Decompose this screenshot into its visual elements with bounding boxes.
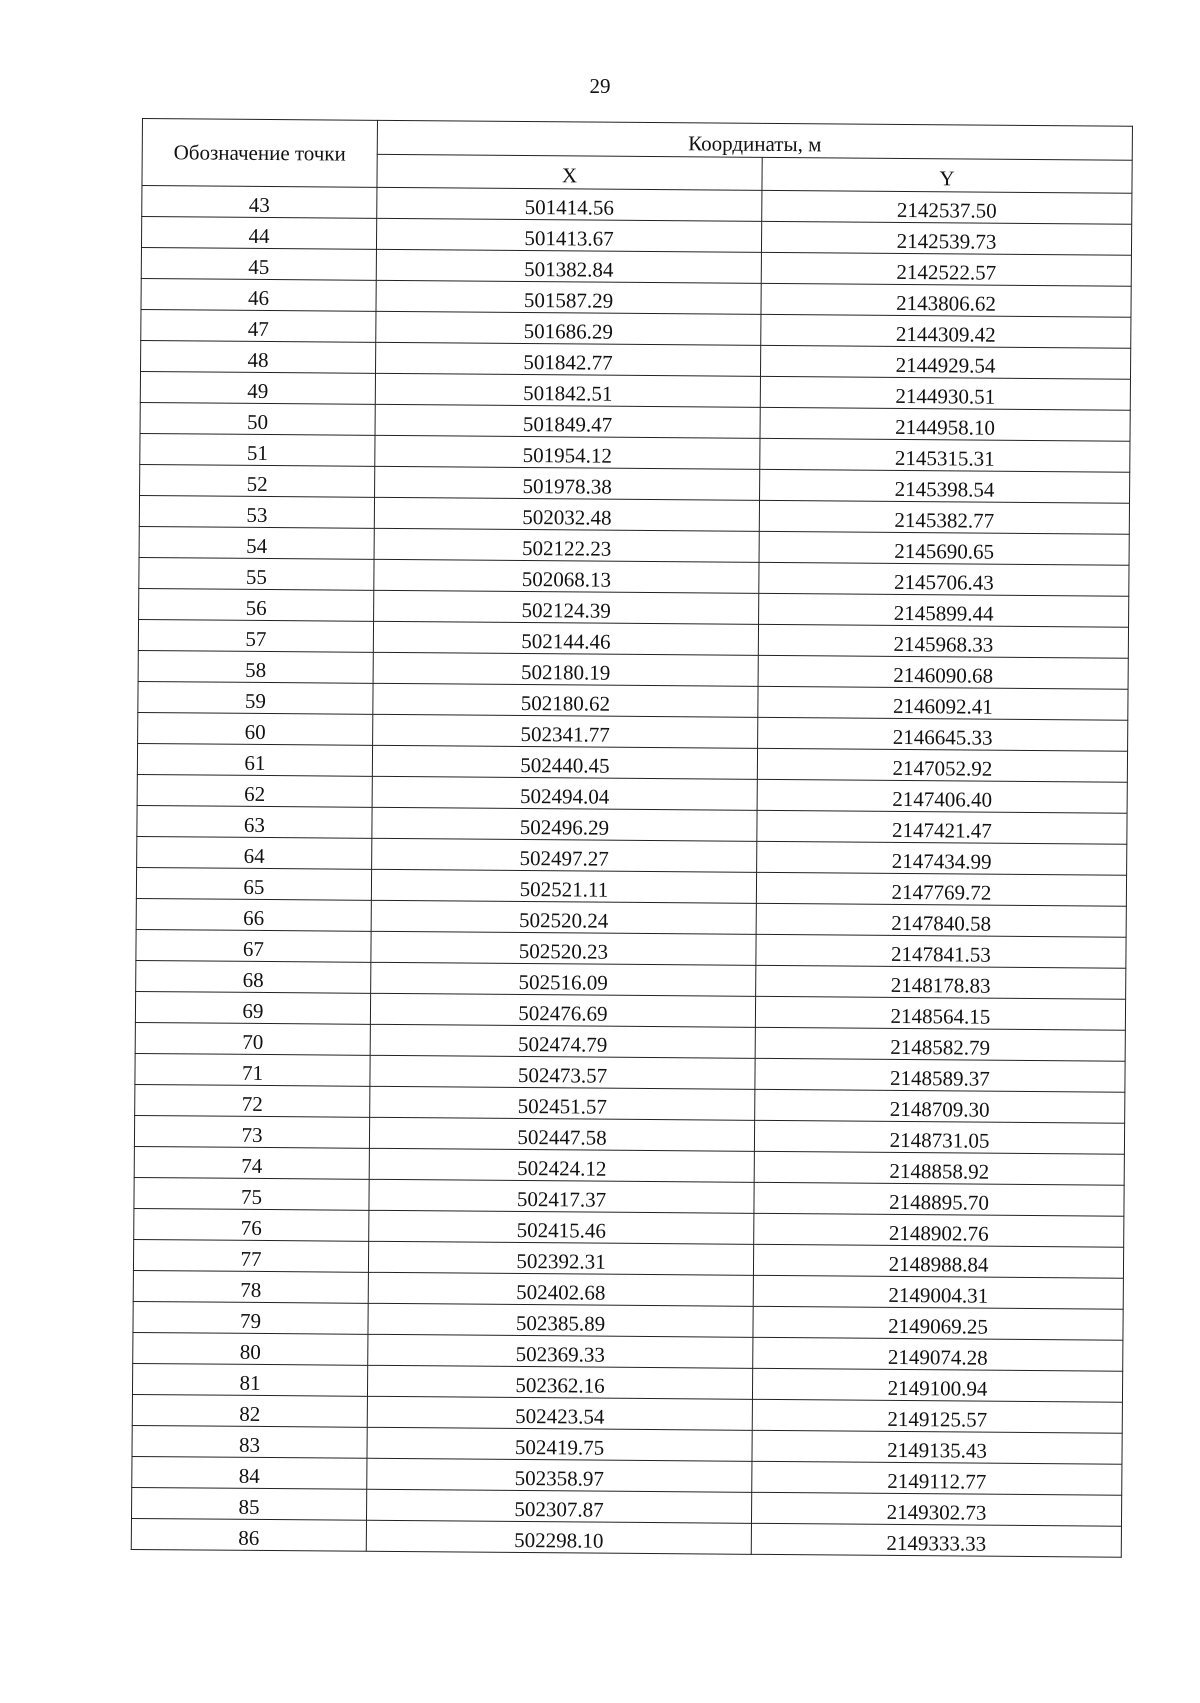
point-cell: 46	[141, 278, 376, 311]
y-coordinate-cell: 2148858.92	[754, 1151, 1124, 1185]
y-coordinate-cell: 2149074.28	[753, 1337, 1123, 1371]
x-coordinate-cell: 501413.67	[376, 218, 761, 252]
x-coordinate-cell: 501978.38	[375, 466, 760, 500]
x-coordinate-cell: 502341.77	[373, 714, 758, 748]
point-cell: 63	[137, 805, 372, 838]
y-coordinate-cell: 2148902.76	[754, 1213, 1124, 1247]
x-coordinate-cell: 502447.58	[369, 1117, 754, 1151]
x-coordinate-cell: 502180.19	[373, 652, 758, 686]
x-coordinate-cell: 502358.97	[367, 1458, 752, 1492]
x-coordinate-cell: 502424.12	[369, 1148, 754, 1182]
y-coordinate-cell: 2148564.15	[755, 996, 1125, 1030]
y-coordinate-cell: 2145899.44	[759, 593, 1129, 627]
x-coordinate-cell: 502440.45	[372, 745, 757, 779]
y-coordinate-cell: 2148178.83	[756, 965, 1126, 999]
x-coordinate-cell: 502476.69	[370, 993, 755, 1027]
y-column-header: Y	[762, 157, 1132, 193]
point-cell: 75	[134, 1177, 369, 1210]
point-cell: 47	[141, 309, 376, 342]
point-cell: 67	[136, 929, 371, 962]
y-coordinate-cell: 2149004.31	[753, 1275, 1123, 1309]
y-coordinate-cell: 2149302.73	[751, 1492, 1121, 1526]
y-coordinate-cell: 2145315.31	[760, 438, 1130, 472]
point-cell: 83	[132, 1425, 367, 1458]
x-coordinate-cell: 502423.54	[367, 1396, 752, 1430]
x-coordinate-cell: 501414.56	[377, 187, 762, 221]
x-coordinate-cell: 501842.77	[376, 342, 761, 376]
point-cell: 81	[132, 1363, 367, 1396]
y-coordinate-cell: 2144309.42	[761, 314, 1131, 348]
point-cell: 48	[141, 340, 376, 373]
y-coordinate-cell: 2146090.68	[758, 655, 1128, 689]
point-cell: 49	[140, 371, 375, 404]
y-coordinate-cell: 2145398.54	[760, 469, 1130, 503]
y-coordinate-cell: 2149125.57	[752, 1399, 1122, 1433]
y-coordinate-cell: 2148709.30	[755, 1089, 1125, 1123]
x-coordinate-cell: 502520.23	[371, 931, 756, 965]
x-coordinate-cell: 502180.62	[373, 683, 758, 717]
x-coordinate-cell: 502494.04	[372, 776, 757, 810]
point-cell: 62	[137, 774, 372, 807]
x-coordinate-cell: 502124.39	[374, 590, 759, 624]
point-cell: 76	[134, 1208, 369, 1241]
x-coordinate-cell: 502385.89	[368, 1303, 753, 1337]
y-coordinate-cell: 2142539.73	[761, 221, 1131, 255]
x-coordinate-cell: 502521.11	[371, 869, 756, 903]
x-coordinate-cell: 501686.29	[376, 311, 761, 345]
point-cell: 69	[135, 991, 370, 1024]
x-coordinate-cell: 502496.29	[372, 807, 757, 841]
y-coordinate-cell: 2148731.05	[754, 1120, 1124, 1154]
x-coordinate-cell: 502144.46	[373, 621, 758, 655]
y-coordinate-cell: 2147841.53	[756, 934, 1126, 968]
y-coordinate-cell: 2149069.25	[753, 1306, 1123, 1340]
point-cell: 85	[132, 1487, 367, 1520]
x-coordinate-cell: 502516.09	[371, 962, 756, 996]
x-coordinate-cell: 502497.27	[372, 838, 757, 872]
y-coordinate-cell: 2147434.99	[757, 841, 1127, 875]
y-coordinate-cell: 2148895.70	[754, 1182, 1124, 1216]
point-cell: 54	[139, 526, 374, 559]
x-coordinate-cell: 502474.79	[370, 1024, 755, 1058]
point-cell: 66	[136, 898, 371, 931]
x-column-header: X	[377, 154, 762, 190]
x-coordinate-cell: 502402.68	[368, 1272, 753, 1306]
point-cell: 73	[134, 1115, 369, 1148]
point-cell: 80	[133, 1332, 368, 1365]
point-cell: 72	[135, 1084, 370, 1117]
x-coordinate-cell: 502307.87	[366, 1489, 751, 1523]
x-coordinate-cell: 501849.47	[375, 404, 760, 438]
coordinates-column-header: Координаты, м	[377, 120, 1132, 160]
x-coordinate-cell: 502122.23	[374, 528, 759, 562]
page-number: 29	[589, 74, 611, 98]
point-cell: 50	[140, 402, 375, 435]
table-body	[131, 186, 1132, 1558]
x-coordinate-cell: 502473.57	[370, 1055, 755, 1089]
point-cell: 65	[136, 867, 371, 900]
x-coordinate-cell: 502417.37	[369, 1179, 754, 1213]
y-coordinate-cell: 2148589.37	[755, 1058, 1125, 1092]
x-coordinate-cell: 502520.24	[371, 900, 756, 934]
y-coordinate-cell: 2147421.47	[757, 810, 1127, 844]
x-coordinate-cell: 502451.57	[370, 1086, 755, 1120]
y-coordinate-cell: 2145690.65	[759, 531, 1129, 565]
x-coordinate-cell: 502392.31	[368, 1241, 753, 1275]
x-coordinate-cell: 502362.16	[367, 1365, 752, 1399]
y-coordinate-cell: 2149112.77	[752, 1461, 1122, 1495]
y-coordinate-cell: 2143806.62	[761, 283, 1131, 317]
x-coordinate-cell: 502415.46	[369, 1210, 754, 1244]
point-cell: 44	[141, 217, 376, 250]
y-coordinate-cell: 2148582.79	[755, 1027, 1125, 1061]
y-coordinate-cell: 2149333.33	[751, 1523, 1121, 1557]
x-coordinate-cell: 502068.13	[374, 559, 759, 593]
y-coordinate-cell: 2149100.94	[752, 1368, 1122, 1402]
y-coordinate-cell: 2146092.41	[758, 686, 1128, 720]
point-cell: 57	[138, 619, 373, 652]
point-cell: 52	[140, 464, 375, 497]
y-coordinate-cell: 2145382.77	[759, 500, 1129, 534]
y-coordinate-cell: 2147052.92	[757, 748, 1127, 782]
x-coordinate-cell: 502369.33	[368, 1334, 753, 1368]
y-coordinate-cell: 2144930.51	[760, 376, 1130, 410]
point-cell: 84	[132, 1456, 367, 1489]
y-coordinate-cell: 2144929.54	[760, 345, 1130, 379]
y-coordinate-cell: 2145968.33	[758, 624, 1128, 658]
point-cell: 74	[134, 1146, 369, 1179]
point-cell: 59	[138, 681, 373, 714]
y-coordinate-cell: 2147840.58	[756, 903, 1126, 937]
x-coordinate-cell: 501954.12	[375, 435, 760, 469]
x-coordinate-cell: 502298.10	[366, 1520, 751, 1554]
y-coordinate-cell: 2146645.33	[758, 717, 1128, 751]
coordinates-table	[131, 118, 1133, 1558]
y-coordinate-cell: 2142522.57	[761, 252, 1131, 286]
table-header	[142, 119, 1133, 194]
x-coordinate-cell: 501587.29	[376, 280, 761, 314]
y-coordinate-cell: 2147769.72	[756, 872, 1126, 906]
point-cell: 61	[137, 743, 372, 776]
x-coordinate-cell: 501382.84	[376, 249, 761, 283]
point-cell: 86	[131, 1518, 366, 1551]
point-cell: 51	[140, 433, 375, 466]
point-cell: 71	[135, 1053, 370, 1086]
y-coordinate-cell: 2147406.40	[757, 779, 1127, 813]
x-coordinate-cell: 502419.75	[367, 1427, 752, 1461]
point-cell: 55	[139, 557, 374, 590]
point-cell: 64	[137, 836, 372, 869]
point-cell: 82	[132, 1394, 367, 1427]
y-coordinate-cell: 2142537.50	[762, 190, 1132, 224]
point-cell: 78	[133, 1270, 368, 1303]
point-cell: 77	[133, 1239, 368, 1272]
point-cell: 60	[138, 712, 373, 745]
y-coordinate-cell: 2148988.84	[753, 1244, 1123, 1278]
point-cell: 70	[135, 1022, 370, 1055]
x-coordinate-cell: 501842.51	[375, 373, 760, 407]
point-cell: 56	[139, 588, 374, 621]
point-cell: 58	[138, 650, 373, 683]
point-cell: 45	[141, 247, 376, 280]
y-coordinate-cell: 2144958.10	[760, 407, 1130, 441]
point-column-header: Обозначение точки	[142, 119, 378, 188]
x-coordinate-cell: 502032.48	[374, 497, 759, 531]
point-cell: 43	[142, 186, 377, 219]
point-cell: 53	[139, 495, 374, 528]
point-cell: 68	[136, 960, 371, 993]
point-cell: 79	[133, 1301, 368, 1334]
y-coordinate-cell: 2149135.43	[752, 1430, 1122, 1464]
y-coordinate-cell: 2145706.43	[759, 562, 1129, 596]
